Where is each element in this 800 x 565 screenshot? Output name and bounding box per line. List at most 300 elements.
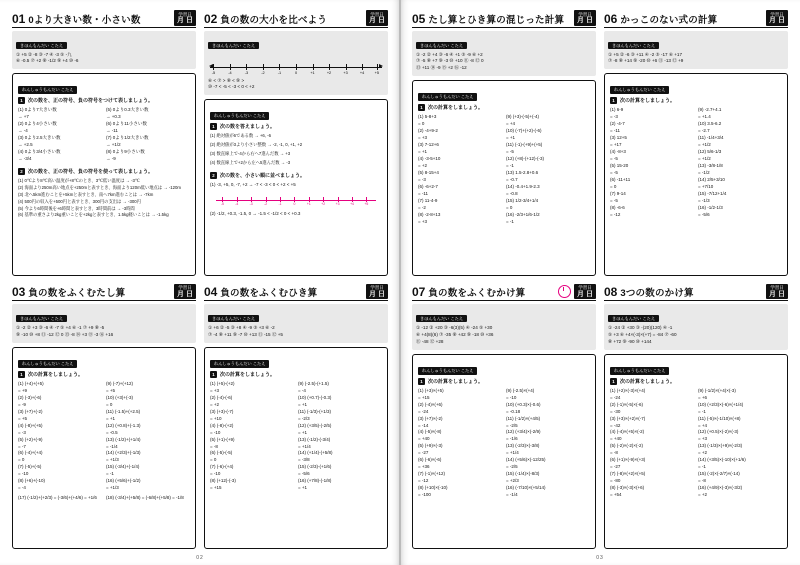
answer-line: (7) 9-14 (610, 190, 626, 196)
answer-line: = -1/6 (506, 436, 518, 442)
answer-line: = -12 (418, 478, 429, 484)
answer-line: = -3 (610, 114, 618, 120)
answer-line: = -100 (418, 492, 431, 498)
unit-header (604, 284, 788, 302)
worked-solution: (18) (-3/4)+(+5/8) = (-6/8)+(+5/8) = -1/8 (106, 495, 184, 501)
question-text: 次の計算をしましょう。 (428, 105, 484, 112)
answer-line: = -42 (610, 422, 621, 428)
answer-line: = -11 (610, 128, 621, 134)
strip-line: ⑥ +4(8)(6) ⑦ -35 ⑧ +42 ⑨ -18 ⑩ +36 (416, 331, 494, 337)
unit-title (12, 285, 125, 299)
study-date-badge (174, 10, 196, 26)
answer-line: = 0 (106, 401, 113, 407)
tick-label: -5 (220, 201, 224, 206)
practice-answers-box (204, 99, 388, 275)
answer-line: → +2.5 (18, 142, 33, 148)
answer-line: = +1/3 (106, 457, 119, 463)
strip-line: ① -2 ② +4 ③ -6 ④ +1 ⑤ -9 ⑥ +2 (416, 51, 483, 57)
answer-line: = -1 (698, 464, 706, 470)
study-date-badge (574, 284, 596, 300)
tick-label: -4 (228, 70, 232, 75)
strip-line: ① +5 ② -6 ③ +11 ④ -2 ⑤ -17 ⑥ +17 (608, 51, 683, 57)
tick-label: +3 (343, 70, 348, 75)
answer-line: (10) (+0.7)-(-0.3) (298, 394, 332, 400)
answer-line: (10) (-7)+(+2)-(-6) (506, 128, 542, 134)
tick-label: +1 (306, 201, 311, 206)
question-number: 1 (610, 378, 617, 385)
tick-label: +5 (374, 70, 379, 75)
answer-line: (5) (-2)×(-2)×(-2) (610, 443, 644, 449)
unit-title-text: 0より大きい数・小さい数 (28, 14, 141, 26)
answer-line: (11) (-1/2)×(+4/5) (506, 415, 541, 421)
answer-line: = +9 (18, 387, 28, 393)
answer-line: (4) (-4)×(+5)×(-2) (610, 429, 645, 435)
unit-title-text: 負の数をふくむひき算 (220, 288, 318, 299)
answer-line: (1) 0より7大きい数 (18, 107, 57, 113)
answer-line: = +1/3 (106, 485, 119, 491)
answer-line: (6) (+1)×(-9)×(+3) (610, 457, 646, 463)
answer-line: = -10 (506, 394, 517, 400)
unit-number: 05 (412, 11, 426, 26)
answer-line: (10) (+3)+(-3) (106, 394, 134, 400)
practice-answers-box (412, 354, 596, 549)
answer-line: (11) -1/4+3/4 (698, 135, 724, 141)
answer-line: (1) 0℃より8℃高い温度が+8℃のとき、3℃低い温度は → -3℃ (18, 178, 140, 184)
answer-line: = +15 (210, 485, 222, 491)
answer-line: (16) -2/3+1/6-1/2 (506, 211, 540, 217)
question-text: 次の計算をしましょう。 (620, 98, 676, 105)
answer-line: = -5/6 (698, 211, 710, 217)
answer-line: → -4 (18, 128, 28, 134)
tick-label: -2 (264, 201, 268, 206)
answer-line: (15) (-2)×(-2/7)×(-14) (698, 471, 740, 477)
tick-label: +2 (321, 201, 326, 206)
answer-line: = +1.4 (698, 114, 711, 120)
answer-line: = +2 (210, 401, 220, 407)
answer-line: = +36 (418, 464, 430, 470)
unit-number: 02 (204, 11, 218, 26)
answer-line: (4) 500円の収入を+500円と表すとき、300円の支出は → -300円 (18, 198, 141, 204)
basic-answers-strip (412, 31, 596, 77)
answer-line: = +17 (610, 142, 622, 148)
answer-line: = +2 (698, 492, 708, 498)
answer-line: → -11 (106, 128, 118, 134)
answer-line: (1) (+3)×(+5) (418, 387, 444, 393)
answer-line: = 0 (506, 204, 513, 210)
answer-line: (2) -4+9-2 (418, 128, 438, 134)
answer-line: (5) 0より0.3大きい数 (106, 107, 149, 113)
practice-answers-box (604, 73, 788, 275)
answer-line: = -8 (698, 478, 706, 484)
answer-line: (14) 2/5+3/10 (698, 176, 725, 182)
answer-line: (5) (+2)+(-9) (18, 436, 43, 442)
unit-header (412, 10, 596, 28)
answer-line: (8) -2-8+13 (418, 211, 441, 217)
question-tag: れんしゅうもんだい こたえ (418, 367, 477, 375)
answer-line: = -11 (418, 190, 429, 196)
answer-line: (3) (+3)-(-7) (210, 408, 234, 414)
unit-title (204, 285, 317, 299)
answer-line: (14) -0.4+1.9-2.3 (506, 183, 540, 189)
study-date-label: 学習日 (370, 285, 384, 290)
question-head (210, 371, 382, 378)
page-number-right: 03 (596, 555, 604, 561)
answer-line: (3) (+7)+(-2) (18, 408, 43, 414)
question-text: 次の数を、正の符号、負の符号を使って表しましょう。 (28, 169, 154, 176)
answer-line: (1) (+4)+(+5) (18, 380, 44, 386)
answer-line: (2) (-1)×(-5)×(-6) (610, 401, 644, 407)
basic-answers-strip (12, 304, 196, 343)
answer-line: = -2.7 (698, 128, 710, 134)
answer-line: = 0 (210, 457, 217, 463)
answer-line: (12) (+3/5)-(-2/5) (298, 422, 332, 428)
answer-line: = -2/5 (506, 422, 518, 428)
answer-line: (15) (-2/3)-(+1/6) (298, 464, 332, 470)
answer-line: (9) -2.7+4.1 (698, 107, 722, 113)
unit-01 (12, 10, 196, 276)
study-date-badge (174, 284, 196, 300)
answer-line: = +54 (610, 492, 622, 498)
tick-label: -3 (244, 70, 249, 75)
answer-line: (1) -3, +5, 0, -7, +2 → -7 < -3 < 0 < +2 < +5 (210, 181, 296, 187)
answer-line: = +1/2 (698, 142, 711, 148)
answer-line: = -0.7 (506, 176, 518, 182)
question-head (18, 371, 190, 378)
study-date-badge (574, 10, 596, 26)
answer-line: = -10 (18, 471, 29, 477)
question-number: 1 (418, 104, 425, 111)
unit-05 (412, 10, 596, 276)
answer-line: = +10 (210, 415, 222, 421)
unit-08 (604, 284, 788, 550)
question-head (18, 97, 190, 104)
answer-line: = +2 (698, 450, 708, 456)
question-head (610, 97, 782, 104)
answer-column (698, 107, 782, 219)
question-text: 次の計算をしましょう。 (428, 378, 484, 385)
tick-label: 0 (293, 201, 296, 206)
question-number: 1 (18, 97, 25, 104)
answer-line: (2) (-4)-(-6) (210, 394, 233, 400)
answer-column (418, 388, 502, 500)
answer-column (210, 381, 294, 493)
question-tag: れんしゅうもんだい こたえ (210, 360, 269, 368)
unit-number: 07 (412, 285, 426, 299)
tick-label: +1 (310, 70, 315, 75)
answer-line: (2) 海面より250m高い地点を+250mと表すとき、海面より120m低い地点は → -120m (18, 184, 182, 190)
strip-line: ① +5 ② -8 ③ -7 ④ -3 ⑤ -九 (16, 51, 72, 57)
strip-line: ① -2 ② +3 ③ -6 ④ -7 ⑤ +4 ⑥ -1 ⑦ +9 ⑧ -5 (16, 325, 105, 330)
answer-column (106, 107, 190, 163)
answer-line: = +1 (298, 429, 308, 435)
question-tag: れんしゅうもんだい こたえ (418, 93, 477, 101)
answer-line: = 0 (18, 457, 25, 463)
answer-line: = -10 (210, 471, 221, 477)
answer-line: (16) (+4/9)×(-3)×(-3/2) (698, 485, 743, 491)
answer-line: (1) (+5)-(+2) (210, 380, 235, 386)
unit-04 (204, 284, 388, 550)
strip-tag: きほんもんだい こたえ (416, 315, 467, 322)
answer-line: (15) -7/12+1/4 (698, 190, 727, 196)
answer-line: (8) (+10)×(-10) (418, 485, 448, 491)
answer-line: (1) 絶対値が6である数 → +6, -6 (210, 133, 272, 139)
question-head (610, 378, 782, 385)
answer-line: = +3 (698, 436, 708, 442)
study-date-badge (766, 10, 788, 26)
answer-line: = -5 (610, 197, 618, 203)
answer-line: = -30 (610, 408, 621, 414)
answer-line: (2) -4-7 (610, 121, 625, 127)
study-date-label: 学習日 (770, 285, 784, 290)
answer-line: (14) (+3/5)×(-10)×(+1/6) (698, 457, 746, 463)
answer-line: (1) 5-8+3 (418, 114, 437, 120)
question-head (210, 172, 382, 179)
study-date-blank: 月 日 (577, 290, 593, 298)
question-text: 次の数を、小さい順に並べましょう。 (220, 172, 306, 179)
answer-line: → +7 (18, 114, 29, 120)
answer-line: = -8 (210, 443, 218, 449)
strip-tag: きほんもんだい こたえ (416, 42, 467, 49)
answer-line: = +1 (418, 149, 428, 155)
unit-header (412, 284, 596, 302)
answer-line: (9) (-1/2)×(+4)×(-3) (698, 387, 736, 393)
answer-line: (6) -11+11 (610, 176, 631, 182)
answer-line: = +1/4 (298, 443, 311, 449)
answer-line: (6) (-6)×(-6) (418, 457, 442, 463)
answer-line: (10) (+0.3)×(-0.6) (506, 401, 541, 407)
unit-number: 01 (12, 11, 26, 26)
practice-answers-box (412, 80, 596, 275)
answer-line: → -9 (106, 156, 116, 162)
answer-line: (13) (-1/2)-(-3/4) (298, 436, 331, 442)
question-number: 1 (210, 371, 217, 378)
strip-line: ① -24 ② +30 ③ -(20)(120) ④ -1 (608, 325, 673, 330)
unit-title-text: 3つの数のかけ算 (620, 288, 694, 299)
study-date-blank: 月 日 (177, 17, 193, 24)
tick-label: +4 (359, 70, 365, 75)
answer-line: = +2/3 (506, 478, 519, 484)
answer-line: (5) 8-15+4 (418, 169, 439, 175)
answer-column (506, 114, 590, 226)
question-number: 1 (418, 378, 425, 385)
answer-line: (2) -1/2, +0.3, -1.5, 0 → -1.5 < -1/2 < 0 < +0.3 (210, 210, 301, 216)
answer-line: (5) (+1)-(+9) (210, 436, 235, 442)
answer-line: (16) (+5/6)+(-1/2) (106, 478, 141, 484)
answer-line: (3) (+7)×(-2) (418, 415, 443, 421)
answer-line: = +7/10 (698, 183, 714, 189)
answer-line: (12) (+0.8)+(-1.3) (106, 422, 141, 428)
answer-line: (11) (-5)×(-1/10)×(+8) (698, 415, 741, 421)
answer-line: = -8 (610, 450, 618, 456)
answer-line: = +4 (698, 422, 708, 428)
answer-column (298, 381, 382, 493)
practice-answers-box (12, 347, 196, 549)
question-tag: れんしゅうもんだい こたえ (18, 86, 77, 94)
answer-line: = -2 (418, 204, 426, 210)
answer-line: (7) (-6)-(+4) (210, 464, 234, 470)
study-date-blank: 月 日 (769, 290, 785, 298)
strip-line: ⑦ -4 ⑧ +11 ⑨ -7 ⑩ +13 ⑪ -15 ⑫ +5 (208, 331, 283, 337)
answer-column (506, 388, 590, 500)
unit-number: 03 (12, 285, 26, 299)
unit-header (204, 10, 388, 28)
unit-number: 04 (204, 285, 218, 299)
answer-column (18, 381, 102, 493)
study-date-badge (366, 10, 388, 26)
question-text: 次の計算をしましょう。 (220, 371, 276, 378)
answer-line: = +4 (506, 121, 516, 127)
unit-header (204, 284, 388, 302)
unit-header (604, 10, 788, 28)
answer-column (18, 107, 102, 163)
strip-tag: きほんもんだい こたえ (208, 315, 259, 322)
question-number: 1 (610, 97, 617, 104)
strip-line: ⑩ -7 < -5 < -3 < 0 < +2 (208, 84, 255, 90)
study-date-blank: 月 日 (177, 290, 193, 298)
strip-line: ⑦ -8 ⑧ +14 ⑨ -20 ⑩ +6 ⑪ -13 ⑫ +9 (608, 58, 684, 64)
answer-line: (7) 11-4-9 (418, 197, 438, 203)
answer-line: = -3/8 (298, 457, 310, 463)
study-date-label: 学習日 (578, 285, 592, 290)
answer-line: = +1/2 (698, 156, 711, 162)
study-date-label: 学習日 (370, 11, 384, 17)
answer-line: = -2/5 (506, 464, 518, 470)
unit-title (204, 12, 327, 26)
answer-line: = -5 (610, 170, 618, 175)
answer-line: (15) 1/2-3/4+1/4 (506, 197, 539, 203)
question-text: 次の計算をしましょう。 (28, 371, 84, 378)
tick-label: +3 (335, 201, 340, 206)
answer-line: (9) (+3)-(-5)+(-4) (506, 114, 540, 120)
answer-line: (3) (+3)×(+2)×(-7) (610, 415, 646, 421)
strip-line: ① -12 ② +20 ③ -6(3)(5) ④ -24 ⑤ +30 (416, 325, 493, 330)
answer-column (610, 388, 694, 500)
answer-line: = -3 (18, 429, 26, 435)
answer-line: (11) (-1)-(+9)+(+5) (506, 142, 543, 148)
answer-line: (2) (-3)+(-6) (18, 394, 42, 400)
answer-line: (4) 0より3/4小さい数 (18, 149, 61, 155)
question-tag: れんしゅうもんだい こたえ (610, 86, 669, 94)
question-text: 次の数を答えましょう。 (220, 124, 276, 131)
answer-line: (8) 0より9小さい数 (106, 149, 145, 155)
answer-line: = -5 (610, 156, 618, 162)
answer-line: (5) (+9)×(-3) (418, 443, 443, 449)
study-date-label: 学習日 (770, 11, 784, 17)
answer-line: = +1 (298, 401, 308, 407)
answer-line: (12) (+8)-(+12)-(-3) (506, 155, 545, 161)
unit-06 (604, 10, 788, 276)
answer-line: = +3 (418, 135, 428, 141)
answer-line: (13) 1.5-2.8+0.6 (506, 169, 539, 175)
answer-line: = -1 (106, 471, 114, 477)
answer-line: = -10 (210, 429, 221, 435)
tick-label: -1 (277, 70, 282, 75)
question-text: 次の数を、正の符号、負の符号をつけて表しましょう。 (28, 98, 154, 105)
answer-line: = -0.5 (106, 429, 118, 435)
answer-line: (7) (-5)+(-5) (18, 464, 42, 470)
answer-line: (11) (-1.5)+(+2.5) (106, 408, 141, 414)
answer-column (106, 381, 190, 493)
answer-line: (14) (+1/4)-(+5/8) (298, 450, 333, 456)
unit-title-text: かっこのない式の計算 (620, 14, 718, 26)
answer-line: (6) (-5)-(-5) (210, 450, 233, 456)
question-tag: れんしゅうもんだい こたえ (210, 112, 269, 120)
answer-line: (16) (+7/8)-(-1/8) (298, 478, 332, 484)
answer-line: (14) (+5/6)×(-12/25) (506, 457, 546, 463)
basic-answers-strip (604, 31, 788, 70)
answer-line: (6) 0より11小さい数 (106, 121, 147, 127)
strip-line: ⑥ < ⑦ > ⑧ < ⑨ > (208, 77, 245, 83)
unit-number: 06 (604, 11, 618, 26)
answer-line: = -80 (610, 478, 621, 484)
answer-line: (12) (+0.5)×(-2)×(-3) (698, 429, 739, 435)
answer-line: = +15 (418, 394, 430, 400)
question-tag: れんしゅうもんだい こたえ (610, 367, 669, 375)
answer-line: (13) (-1/2)+(+1/4) (106, 436, 141, 442)
answer-line: = -27 (418, 450, 429, 456)
answer-line: (4) (-8)+(+5) (18, 422, 43, 428)
unit-header (12, 10, 196, 28)
answer-line: = -24 (610, 394, 621, 400)
unit-header (12, 284, 196, 302)
question-text: 次の計算をしましょう。 (620, 378, 676, 385)
strip-line: ⑥ -0.5 ⑦ +2 ⑧ -1/2 ⑨ +4 ⑩ -6 (16, 58, 79, 64)
unit-title (604, 285, 694, 299)
answer-line: = +5 (18, 415, 28, 421)
answer-line: = +6 (698, 394, 708, 400)
answer-line: (16) -1/2-1/3 (698, 204, 723, 210)
answer-line: = -7 (18, 443, 26, 449)
answer-line: (3) 0より2.5大きい数 (18, 135, 61, 141)
answer-line: (1) (+2)×(-3)×(+4) (610, 387, 646, 393)
number-line-diagram-pink (216, 192, 376, 208)
answer-line: (7) 0より1/2大きい数 (106, 135, 149, 141)
answer-line: = +3 (418, 218, 428, 224)
right-page (400, 0, 800, 565)
unit-title-text: 負の数をふくむかけ算 (428, 288, 526, 299)
strip-tag: きほんもんだい こたえ (608, 315, 659, 322)
answer-line: (8) (+12)-(-3) (210, 478, 236, 484)
answer-column (610, 107, 694, 219)
answer-line: = -2/3 (298, 415, 310, 421)
unit-07 (412, 284, 596, 550)
study-date-badge (366, 284, 388, 300)
answer-line: (3) 7-12+6 (418, 142, 439, 148)
answer-line: (6) -6+2-7 (418, 183, 438, 189)
strip-line: ⑤ +3 ⑥ +4×(-3)×(+7) = -84 ⑦ -60 (608, 331, 677, 337)
strip-line: ⑧ +72 ⑨ -90 ⑩ +144 (608, 338, 652, 344)
strip-tag: きほんもんだい こたえ (16, 315, 67, 322)
answer-line: = -3 (418, 176, 426, 182)
answer-line: (7) (-1)×(+12) (418, 471, 446, 477)
unit-title (12, 12, 141, 26)
answer-line: (11) (-1/3)-(+1/3) (298, 408, 332, 414)
answer-line: = -5/6 (298, 471, 310, 477)
answer-line: = +2 (418, 162, 428, 168)
answer-line: = -12 (610, 211, 621, 217)
answer-line: (10) (+2/3)×(-6)×(+1/4) (698, 401, 744, 407)
question-head (418, 104, 590, 111)
answer-line: = +1 (506, 135, 516, 141)
answer-line: = -5 (506, 149, 514, 155)
answer-line: = -4 (18, 485, 26, 491)
unit-03 (12, 284, 196, 550)
answer-line: = 0 (418, 121, 425, 127)
question-number: 2 (210, 172, 217, 179)
unit-title-text: 負の数の大小を比べよう (220, 14, 328, 26)
answer-line: (12) 5/6-1/3 (698, 149, 722, 155)
worked-solution: (17) (-1/2)+(+2/3) = (-3/6)+(+4/6) = +1/6 (18, 495, 97, 501)
